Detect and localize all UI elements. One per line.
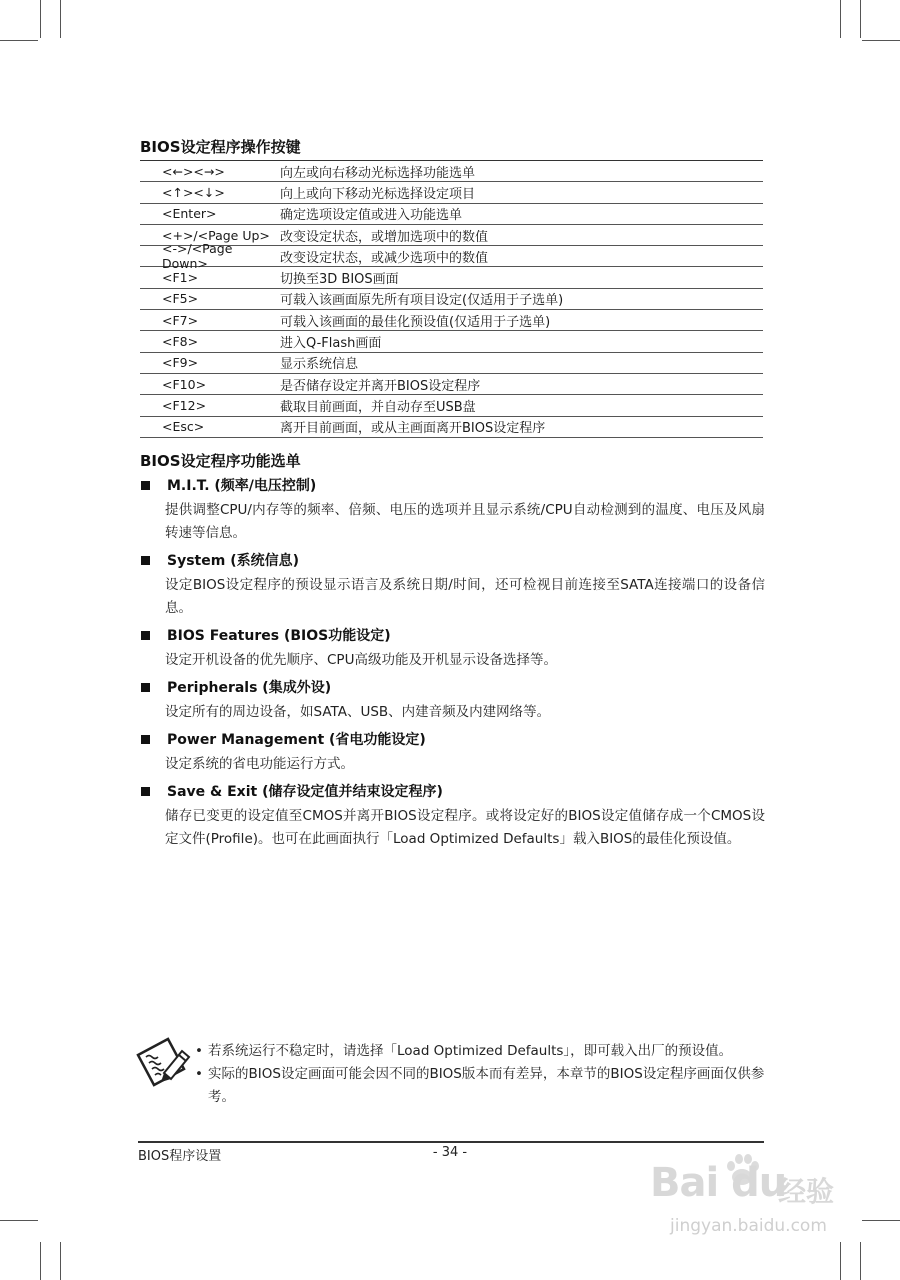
key-name: <->/<Page Down>	[162, 241, 233, 272]
menu-item-heading-text: M.I.T. (频率/电压控制)	[167, 478, 317, 494]
note-text: 实际的BIOS设定画面可能会因不同的BIOS版本而有差异，本章节的BIOS设定程序画面仅供参考。	[208, 1066, 765, 1105]
square-bullet-icon	[141, 735, 150, 744]
menu-item-description: 储存已变更的设定值至CMOS并离开BIOS设定程序。或将设定好的BIOS设定值储存成一个CMOS设定文件(Profile)。也可在此画面执行「Load Optimized Defaults」载入BIOS的最佳化预设值。	[165, 808, 765, 847]
key-name: <F8>	[162, 334, 199, 350]
menu-item-heading-text: Save & Exit (储存设定值并结束设定程序)	[167, 784, 443, 800]
key-row	[140, 353, 763, 374]
page-number: - 34 -	[432, 1145, 468, 1160]
square-bullet-icon	[141, 787, 150, 796]
note-bullet: •	[195, 1066, 203, 1082]
key-row	[140, 289, 763, 310]
crop-mark	[0, 1220, 38, 1221]
menu-item-heading	[140, 624, 765, 646]
menu-item-heading	[140, 549, 765, 571]
key-description: 截取目前画面，并自动存至USB盘	[280, 399, 476, 415]
key-row	[140, 204, 763, 225]
menu-item-heading-text: System (系统信息)	[167, 553, 299, 569]
watermark-brand: Bai du	[650, 1160, 787, 1206]
key-description: 显示系统信息	[280, 357, 359, 373]
key-description: 可载入该画面的最佳化预设值(仅适用于子选单)	[280, 314, 551, 330]
menu-item-description: 设定开机设备的优先顺序、CPU高级功能及开机显示设备选择等。	[165, 652, 557, 668]
note-item	[190, 1040, 768, 1063]
watermark-url: jingyan.baidu.com	[670, 1216, 827, 1236]
key-row	[140, 395, 763, 416]
note-bullet: •	[195, 1043, 203, 1059]
square-bullet-icon	[141, 481, 150, 490]
square-bullet-icon	[141, 556, 150, 565]
menu-item-heading	[140, 728, 765, 750]
menu-item	[140, 676, 765, 724]
notes-list	[190, 1040, 768, 1109]
note-pencil-icon	[134, 1035, 192, 1089]
key-row	[140, 241, 763, 272]
note-text: 若系统运行不稳定时，请选择「Load Optimized Defaults」，即可载入出厂的预设值。	[208, 1043, 733, 1059]
keys-section-title: BIOS设定程序操作按键	[140, 138, 301, 156]
menu-item-heading	[140, 474, 765, 496]
menu-item-heading-text: Peripherals (集成外设)	[167, 680, 332, 696]
key-description: 可载入该画面原先所有项目设定(仅适用于子选单)	[280, 293, 564, 309]
menu-item-heading-text: Power Management (省电功能设定)	[167, 732, 426, 748]
menu-item-heading	[140, 780, 765, 802]
baidu-watermark	[640, 1150, 850, 1250]
key-description: 是否储存设定并离开BIOS设定程序	[280, 378, 481, 394]
menu-item-description: 设定所有的周边设备，如SATA、USB、内建音频及内建网络等。	[165, 704, 551, 720]
key-name: <F12>	[162, 397, 207, 413]
watermark-brand-cn: 经验	[778, 1175, 835, 1208]
footer-section-name: BIOS程序设置	[138, 1149, 222, 1164]
crop-mark	[860, 1242, 861, 1280]
menu-item	[140, 728, 765, 776]
crop-mark	[860, 0, 861, 38]
menu-section-title: BIOS设定程序功能选单	[140, 452, 301, 470]
menu-item	[140, 474, 765, 545]
crop-mark	[40, 0, 41, 38]
menu-item-heading	[140, 676, 765, 698]
square-bullet-icon	[141, 631, 150, 640]
menu-item	[140, 780, 765, 851]
key-row	[140, 374, 763, 395]
key-description: 向上或向下移动光标选择设定项目	[280, 186, 476, 202]
note-item	[190, 1063, 768, 1109]
menu-item-description: 设定BIOS设定程序的预设显示语言及系统日期/时间，还可检视目前连接至SATA连接端口的设备信息。	[165, 577, 765, 616]
key-name: <F1>	[162, 270, 199, 286]
key-description: 切换至3D BIOS画面	[280, 272, 399, 288]
key-description: 进入Q-Flash画面	[280, 336, 382, 352]
key-name: <F5>	[162, 291, 199, 307]
menu-list	[140, 474, 765, 855]
footer-rule	[138, 1141, 764, 1143]
key-name: <↑><↓>	[162, 184, 225, 200]
key-name: <F10>	[162, 376, 207, 392]
crop-mark	[840, 0, 841, 38]
crop-mark	[862, 1220, 900, 1221]
menu-item	[140, 549, 765, 620]
key-row	[140, 331, 763, 352]
key-row	[140, 182, 763, 203]
key-description: 确定选项设定值或进入功能选单	[280, 208, 463, 224]
menu-item-description: 提供调整CPU/内存等的频率、倍频、电压的选项并且显示系统/CPU自动检测到的温度、电压及风扇转速等信息。	[165, 502, 765, 541]
crop-mark	[40, 1242, 41, 1280]
square-bullet-icon	[141, 683, 150, 692]
key-row	[140, 267, 763, 288]
key-description: 改变设定状态，或减少选项中的数值	[280, 250, 489, 266]
crop-mark	[60, 0, 61, 38]
crop-mark	[862, 40, 900, 41]
crop-mark	[0, 40, 38, 41]
key-name: <F9>	[162, 355, 199, 371]
key-row	[140, 310, 763, 331]
key-row	[140, 417, 763, 438]
menu-item-description: 设定系统的省电功能运行方式。	[165, 756, 354, 772]
menu-item	[140, 624, 765, 672]
key-name: <Esc>	[162, 419, 205, 435]
crop-mark	[60, 1242, 61, 1280]
key-description: 向左或向右移动光标选择功能选单	[280, 165, 476, 181]
key-name: <←><→>	[162, 163, 225, 179]
menu-item-heading-text: BIOS Features (BIOS功能设定)	[167, 628, 391, 644]
key-description: 离开目前画面，或从主画面离开BIOS设定程序	[280, 421, 546, 437]
key-description: 改变设定状态，或增加选项中的数值	[280, 229, 489, 245]
keys-table	[140, 160, 763, 438]
key-name: <F7>	[162, 312, 199, 328]
key-row	[140, 161, 763, 182]
key-name: <+>/<Page Up>	[162, 227, 270, 243]
key-name: <Enter>	[162, 206, 217, 222]
